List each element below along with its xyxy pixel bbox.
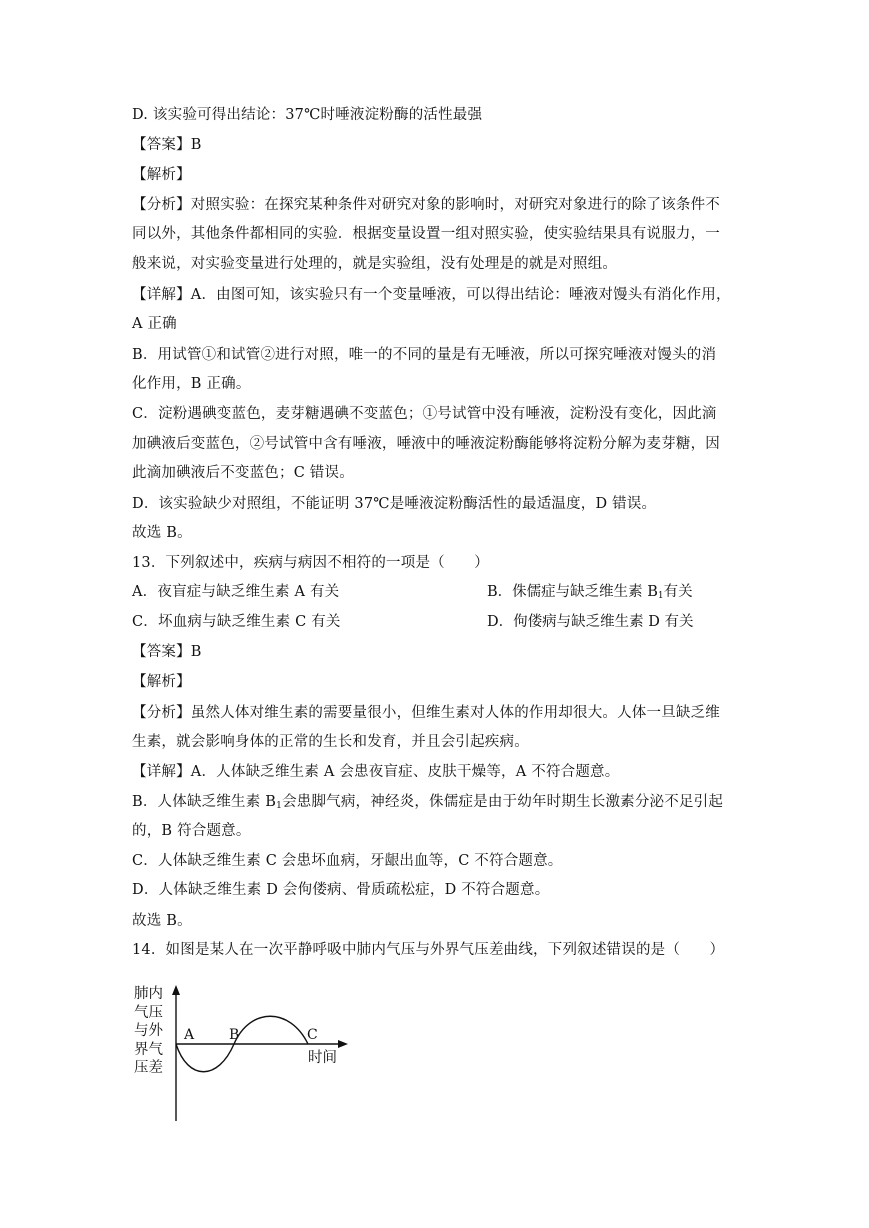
x-axis-arrow [338, 1040, 348, 1048]
q12-detail-line: B．用试管①和试管②进行对照，唯一的不同的量是有无唾液，所以可探究唾液对馒头的消 [132, 347, 717, 363]
q12-detail-line: 加碘液后变蓝色，②号试管中含有唾液，唾液中的唾液淀粉酶能够将淀粉分解为麦芽糖，因 [132, 436, 720, 452]
q13-detail-line: 的，B 符合题意。 [132, 823, 251, 839]
q13-option-b [487, 582, 693, 606]
figure-y-label: 肺内气压与外界气压差 [134, 986, 163, 1076]
q13-detail-line [132, 792, 742, 816]
q12-analysis-line: 同以外，其他条件都相同的实验．根据变量设置一组对照实验，使实验结果具有说服力，一 [132, 226, 720, 242]
q12-detail-line: D．该实验缺少对照组，不能证明 37℃是唾液淀粉酶活性的最适温度，D 错误。 [132, 496, 657, 512]
q12-detail-line: 此滴加碘液后不变蓝色；C 错误。 [132, 465, 354, 481]
q13-detail-b-text-end: 会患脚气病，神经炎，侏儒症是由于幼年时期生长激素分泌不足引起 [282, 794, 724, 810]
q12-conclusion: 故选 B。 [132, 525, 192, 541]
q12-answer: 【答案】B [132, 137, 202, 153]
q14-stem: 14．如图是某人在一次平静呼吸中肺内气压与外界气压差曲线，下列叙述错误的是（ ） [132, 942, 725, 958]
q13-analysis-line: 生素，就会影响身体的正常的生长和发育，并且会引起疾病。 [132, 734, 529, 750]
q12-detail-line: 【详解】A．由图可知，该实验只有一个变量唾液，可以得出结论：唾液对馒头有消化作用， [132, 287, 731, 303]
q13-detail-b-text: B．人体缺乏维生素 B [132, 794, 277, 810]
q13-analysis-heading: 【解析】 [132, 674, 191, 690]
q13-option-c: C．坏血病与缺乏维生素 C 有关 [132, 614, 341, 630]
point-b-label: B [229, 1027, 240, 1043]
q13-option-b-subscript: 1 [657, 591, 664, 601]
q12-detail-line: A 正确 [132, 316, 177, 332]
q12-option-d: D. 该实验可得出结论：37℃时唾液淀粉酶的活性最强 [132, 107, 483, 123]
q13-option-d: D．佝偻病与缺乏维生素 D 有关 [487, 614, 694, 630]
q12-analysis-line: 【分析】对照实验：在探究某种条件对研究对象的影响时，对研究对象进行的除了该条件不 [132, 197, 720, 213]
q13-detail-b-subscript: 1 [276, 801, 283, 811]
q13-stem: 13．下列叙述中，疾病与病因不相符的一项是（ ） [132, 555, 489, 571]
q13-conclusion: 故选 B。 [132, 913, 192, 929]
q12-detail-line: C．淀粉遇碘变蓝色，麦芽糖遇碘不变蓝色；①号试管中没有唾液，淀粉没有变化，因此滴 [132, 406, 717, 422]
point-a-label: A [184, 1027, 195, 1043]
q13-option-b-text-end: 有关 [663, 584, 693, 600]
q13-option-b-text: B．侏儒症与缺乏维生素 B [487, 584, 658, 600]
pressure-difference-figure [130, 983, 360, 1123]
q13-answer: 【答案】B [132, 644, 202, 660]
point-c-label: C [307, 1027, 318, 1043]
q12-analysis-line: 般来说，对实验变量进行处理的，就是实验组，没有处理是的就是对照组。 [132, 256, 618, 272]
q13-option-a: A．夜盲症与缺乏维生素 A 有关 [132, 584, 340, 600]
q12-analysis-heading: 【解析】 [132, 167, 191, 183]
figure-x-label: 时间 [308, 1050, 337, 1066]
q13-detail-line: D．人体缺乏维生素 D 会佝偻病、骨质疏松症，D 不符合题意。 [132, 882, 550, 898]
q13-detail-line: 【详解】A．人体缺乏维生素 A 会患夜盲症、皮肤干燥等，A 不符合题意。 [132, 764, 620, 780]
y-axis-arrow [172, 985, 180, 995]
q13-analysis-line: 【分析】虽然人体对维生素的需要量很小，但维生素对人体的作用却很大。人体一旦缺乏维 [132, 705, 720, 721]
q12-detail-line: 化作用，B 正确。 [132, 376, 251, 392]
q13-detail-line: C．人体缺乏维生素 C 会患坏血病，牙龈出血等，C 不符合题意。 [132, 853, 563, 869]
